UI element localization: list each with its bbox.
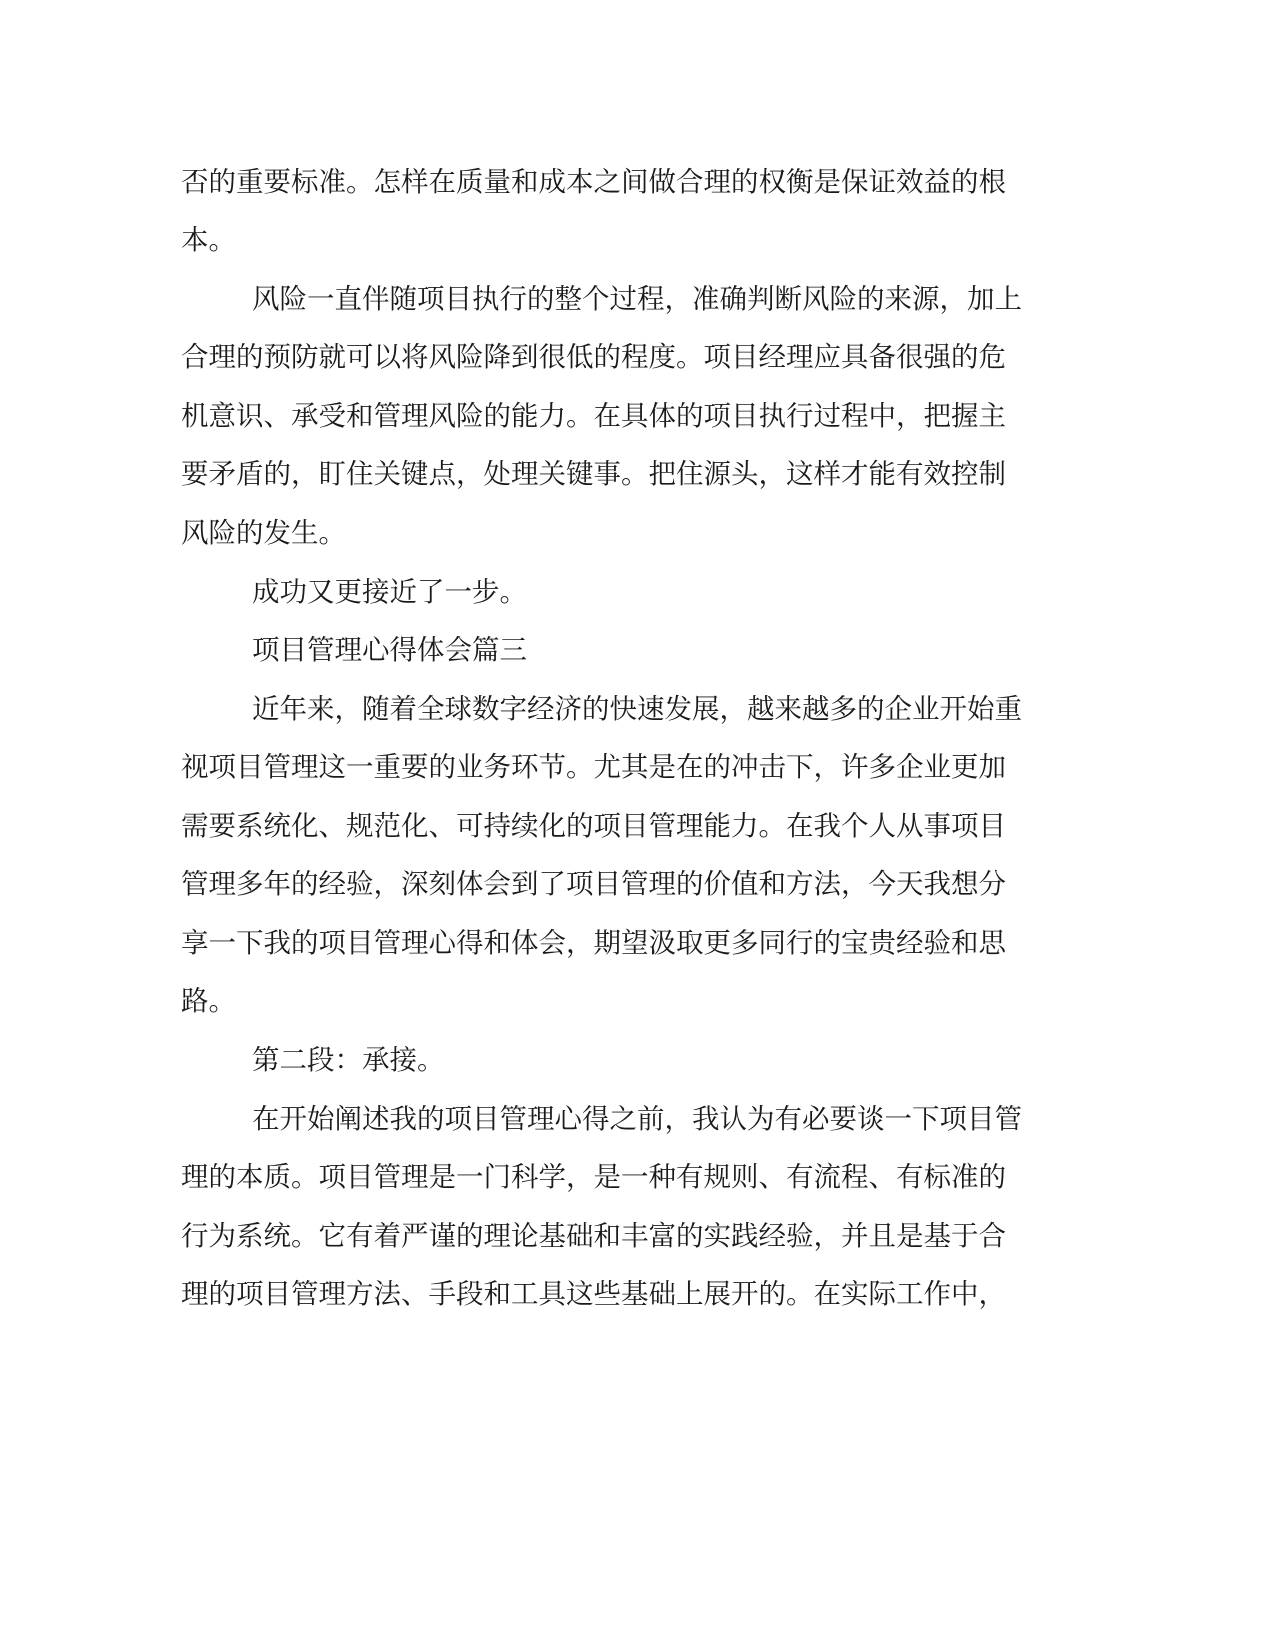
line-text: 行为系统。它有着严谨的理论基础和丰富的实践经验，并且是基于合 [181,1220,1006,1252]
line-text: 路。 [181,985,236,1017]
line-text: 否的重要标准。怎样在质量和成本之间做合理的权衡是保证效益的根 [181,166,1006,198]
line-text: 视项目管理这一重要的业务环节。尤其是在的冲击下，许多企业更加 [181,751,1006,783]
line-text: 风险的发生。 [181,517,346,549]
line-text: 理的本质。项目管理是一门科学，是一种有规则、有流程、有标准的 [181,1161,1006,1193]
heading-text: 第二段：承接。 [252,1044,445,1076]
line-text: 在开始阐述我的项目管理心得之前，我认为有必要谈一下项目管 [252,1103,1022,1135]
line-text: 理的项目管理方法、手段和工具这些基础上展开的。在实际工作中， [181,1278,1006,1310]
line-text: 本。 [181,224,236,256]
line-text: 风险一直伴随项目执行的整个过程，准确判断风险的来源，加上 [252,283,1022,315]
line-text: 近年来，随着全球数字经济的快速发展，越来越多的企业开始重 [252,693,1022,725]
line-text: 管理多年的经验，深刻体会到了项目管理的价值和方法，今天我想分 [181,868,1006,900]
line-text: 要矛盾的，盯住关键点，处理关键事。把住源头，这样才能有效控制 [181,458,1006,490]
line-text: 机意识、承受和管理风险的能力。在具体的项目执行过程中，把握主 [181,400,1006,432]
line-text: 需要系统化、规范化、可持续化的项目管理能力。在我个人从事项目 [181,810,1006,842]
line-text: 享一下我的项目管理心得和体会，期望汲取更多同行的宝贵经验和思 [181,927,1006,959]
line-text: 合理的预防就可以将风险降到很低的程度。项目经理应具备很强的危 [181,341,1006,373]
heading-text: 项目管理心得体会篇三 [252,634,527,666]
line-text: 成功又更接近了一步。 [252,576,527,608]
